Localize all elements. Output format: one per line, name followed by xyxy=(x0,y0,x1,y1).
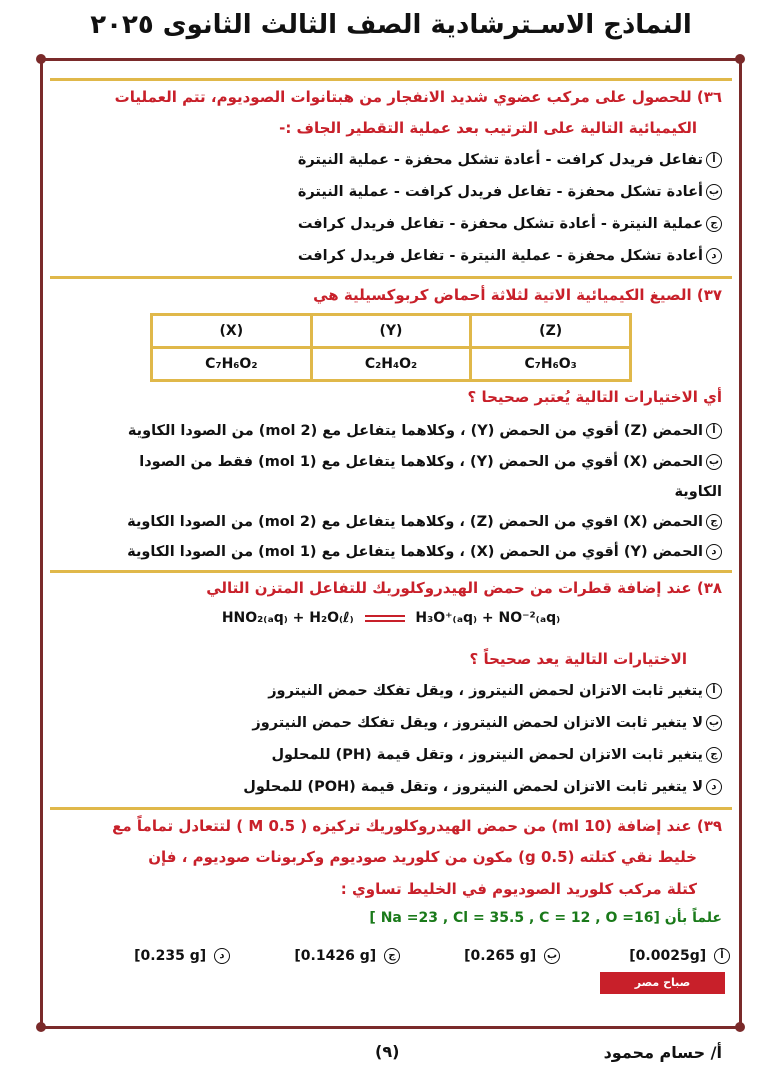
option-mark-icon: ج xyxy=(706,747,722,763)
frame-right-border xyxy=(739,58,742,1029)
option-text: لا يتغير ثابت الاتزان لحمض النيتروز ، وتقل قيمة (POH) للمحلول xyxy=(243,779,703,795)
q39-option-b[interactable] xyxy=(464,948,560,964)
option-text: تفاعل فريدل كرافت - أعادة تشكل محفزة - عملية النيترة xyxy=(297,152,703,168)
q38-option-b[interactable] xyxy=(52,712,722,734)
page-number: (٩) xyxy=(375,1042,400,1061)
q38-option-d[interactable] xyxy=(52,776,722,798)
option-mark-icon: ب xyxy=(706,715,722,731)
option-mark-icon: ب xyxy=(544,948,560,964)
option-text: الحمض (Z) أقوي من الحمض (Y) ، وكلاهما يتفاعل مع (2 mol) من الصودا الكاوية xyxy=(127,423,703,439)
question-39-line-2: خليط نقي كتلته (0.5 g) مكون من كلوريد صوديوم وكربونات صوديوم ، فإن xyxy=(148,848,697,866)
question-38-line-1: ٣٨) عند إضافة قطرات من حمض الهيدروكلوريك للتفاعل المتزن التالي xyxy=(206,579,722,597)
q37-option-b-cont xyxy=(52,481,722,503)
option-text: [0.265 g] xyxy=(464,948,537,964)
option-mark-icon: أ xyxy=(706,683,722,699)
question-38-subquestion: الاختيارات التالية يعد صحيحاً ؟ xyxy=(469,650,687,668)
option-text: [0.1426 g] xyxy=(294,948,377,964)
question-39-line-1: ٣٩) عند إضافة (10 ml) من حمض الهيدروكلوريك تركيزه ( 0.5 M ) لتتعادل تماماً مع xyxy=(112,817,722,835)
option-mark-icon: د xyxy=(706,779,722,795)
question-39-line-3: كتلة مركب كلوريد الصوديوم في الخليط تساوي : xyxy=(340,880,697,898)
section-divider xyxy=(50,276,732,279)
q39-choices xyxy=(100,948,730,972)
table-formula-z: C₇H₆O₃ xyxy=(471,348,631,381)
corner-dot-icon xyxy=(36,54,46,64)
frame-bottom-border xyxy=(40,1026,742,1029)
q38-option-c[interactable] xyxy=(52,744,722,766)
table-formula-y: C₂H₄O₂ xyxy=(311,348,471,381)
option-mark-icon: ب xyxy=(706,184,722,200)
equation-products: H₃O⁺₍ₐq₎ + NO⁻²₍ₐq₎ xyxy=(415,610,561,626)
section-divider xyxy=(50,570,732,573)
option-mark-icon: أ xyxy=(706,152,722,168)
q36-option-c[interactable] xyxy=(52,213,722,235)
q38-option-a[interactable] xyxy=(52,680,722,702)
watermark-logo: صباح مصر xyxy=(600,972,725,994)
acids-formula-table xyxy=(150,313,632,382)
corner-dot-icon xyxy=(735,1022,745,1032)
option-text: [0.235 g] xyxy=(134,948,207,964)
q39-option-d[interactable] xyxy=(134,948,230,964)
option-mark-icon: أ xyxy=(714,948,730,964)
equilibrium-arrow-icon xyxy=(365,613,405,623)
q37-option-a[interactable] xyxy=(52,420,722,442)
option-text: الحمض (X) اقوي من الحمض (Z) ، وكلاهما يتفاعل مع (2 mol) من الصودا الكاوية xyxy=(127,514,703,530)
corner-dot-icon xyxy=(735,54,745,64)
frame-top-border xyxy=(40,58,742,61)
option-mark-icon: ب xyxy=(706,454,722,470)
q36-option-a[interactable] xyxy=(52,149,722,171)
table-header-x: (X) xyxy=(152,315,312,348)
option-text: يتغير ثابت الاتزان لحمض النيتروز ، وتقل قيمة (PH) للمحلول xyxy=(271,747,703,763)
teacher-name: أ/ حسام محمود xyxy=(603,1043,722,1062)
option-mark-icon: ج xyxy=(706,514,722,530)
option-text: [0.0025g] xyxy=(629,948,707,964)
question-36-line-1: ٣٦) للحصول على مركب عضوي شديد الانفجار من هبتانوات الصوديوم، تتم العمليات xyxy=(114,88,722,106)
option-text: لا يتغير ثابت الاتزان لحمض النيتروز ، ويقل تفكك حمض النيتروز xyxy=(252,715,703,731)
option-mark-icon: ج xyxy=(706,216,722,232)
option-mark-icon: ج xyxy=(384,948,400,964)
option-text: أعادة تشكل محفزة - عملية النيترة - تفاعل فريدل كرافت xyxy=(297,248,703,264)
q39-option-a[interactable] xyxy=(629,948,730,964)
option-text: أعادة تشكل محفزة - تفاعل فريدل كرافت - عملية النيترة xyxy=(297,184,703,200)
corner-dot-icon xyxy=(36,1022,46,1032)
q37-option-c[interactable] xyxy=(52,511,722,533)
q39-option-c[interactable] xyxy=(294,948,400,964)
question-37-line-1: ٣٧) الصيغ الكيميائية الاتية لثلاثة أحماض كربوكسيلية هي xyxy=(313,286,722,304)
given-atomic-masses: علماً بأن [Na =23 , Cl = 35.5 , C = 12 , O =16 ] xyxy=(369,910,722,926)
section-divider xyxy=(50,78,732,81)
option-text: الكاوية xyxy=(674,484,722,500)
question-37-subquestion: أي الاختيارات التالية يُعتبر صحيحا ؟ xyxy=(467,388,722,406)
section-divider xyxy=(50,807,732,810)
q36-option-b[interactable] xyxy=(52,181,722,203)
option-text: يتغير ثابت الاتزان لحمض النيتروز ، ويقل تفكك حمض النيتروز xyxy=(268,683,703,699)
option-mark-icon: د xyxy=(706,248,722,264)
option-mark-icon: د xyxy=(706,544,722,560)
option-mark-icon: د xyxy=(214,948,230,964)
equilibrium-equation xyxy=(0,610,782,626)
q37-option-d[interactable] xyxy=(52,541,722,563)
q36-option-d[interactable] xyxy=(52,245,722,267)
option-text: الحمض (Y) أقوي من الحمض (X) ، وكلاهما يتفاعل مع (1 mol) من الصودا الكاوية xyxy=(127,544,703,560)
q37-option-b[interactable] xyxy=(52,451,722,473)
option-text: الحمض (X) أقوي من الحمض (Y) ، وكلاهما يتفاعل مع (1 mol) فقط من الصودا xyxy=(139,454,703,470)
table-header-z: (Z) xyxy=(471,315,631,348)
option-mark-icon: أ xyxy=(706,423,722,439)
question-36-line-2: الكيميائية التالية على الترتيب بعد عملية التقطير الجاف :- xyxy=(279,119,697,137)
table-formula-x: C₇H₆O₂ xyxy=(152,348,312,381)
option-text: عملية النيترة - أعادة تشكل محفزة - تفاعل فريدل كرافت xyxy=(297,216,703,232)
equation-reactants: HNO₂₍ₐq₎ + H₂O₍ℓ₎ xyxy=(221,610,354,626)
table-header-y: (Y) xyxy=(311,315,471,348)
page-title: النماذج الاسـترشادية الصف الثالث الثانوى ٢٠٢٥ xyxy=(90,10,692,40)
